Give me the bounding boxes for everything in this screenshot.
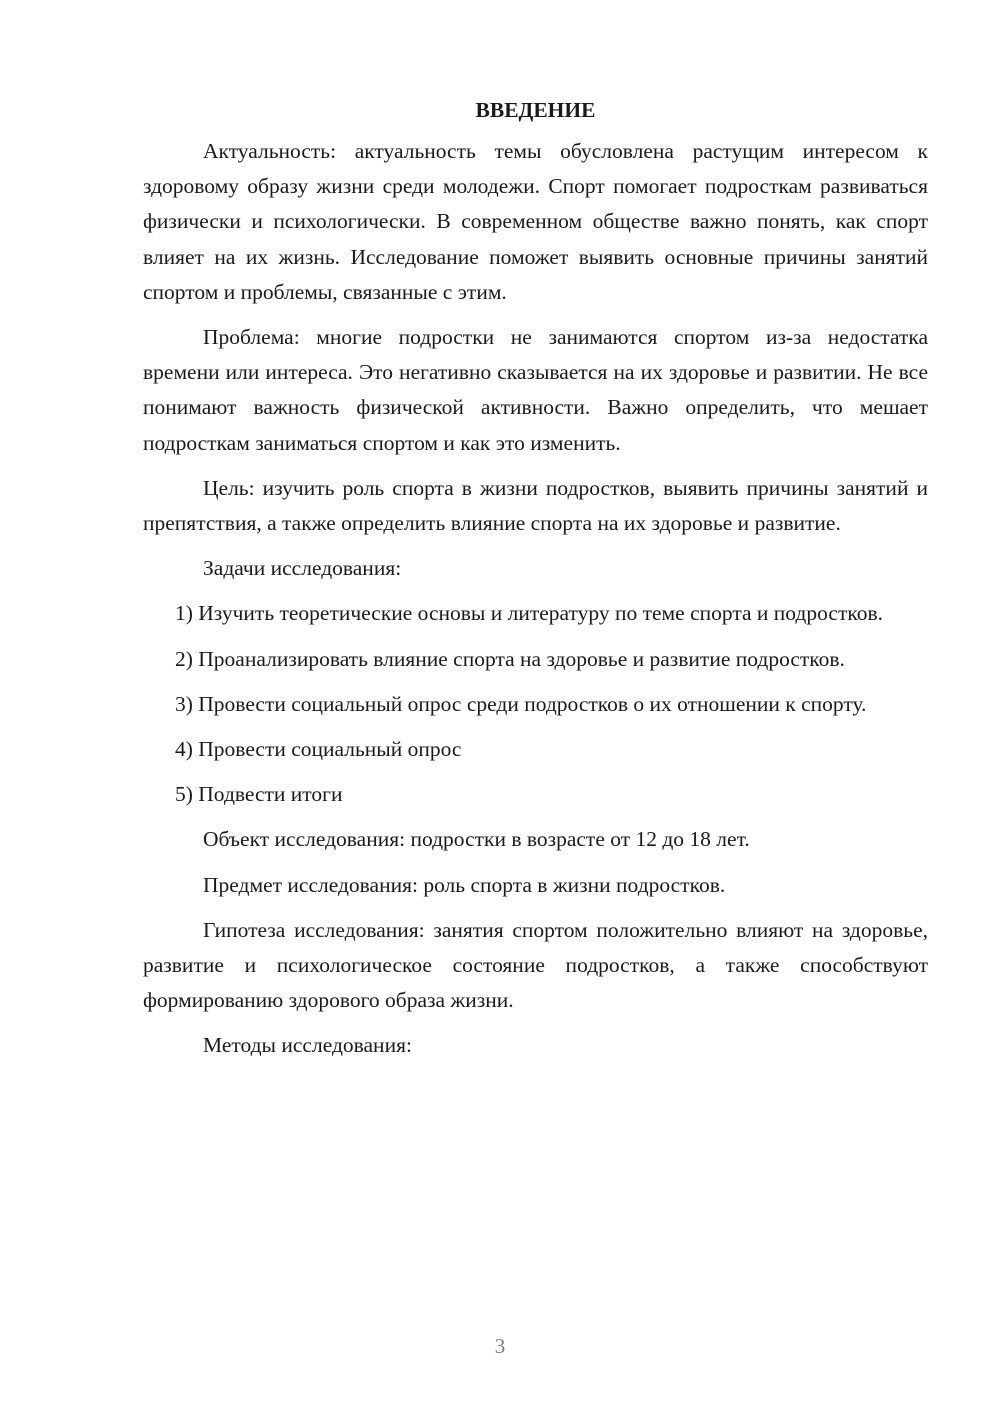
section-title: ВВЕДЕНИЕ [475, 98, 596, 122]
paragraph-problem: Проблема: многие подростки не занимаются спортом из-за недостатка времени или интереса. Это негативно сказывается на их здоровье и развитии. Не все понимают важность физической активности. Важно определить, что мешает подросткам заниматься спортом и как это изменить. [143, 325, 928, 455]
paragraph-relevance: Актуальность: актуальность темы обусловлена растущим интересом к здоровому образу жизни среди молодежи. Спорт помогает подросткам развиваться физически и психологически. В современном обществе важно понять, как спорт влияет на их жизнь. Исследование поможет выявить основные причины занятий спортом и проблемы, связанные с этим. [143, 139, 928, 304]
task-item-4: 4) Провести социальный опрос [175, 737, 462, 762]
task-item-2: 2) Проанализировать влияние спорта на здоровье и развитие подростков. [175, 646, 845, 671]
research-hypothesis: Гипотеза исследования: занятия спортом положительно влияют на здоровье, развитие и психологическое состояние подростков, а также способствуют формированию здорового образа жизни. [143, 917, 928, 1013]
task-item-3: 3) Провести социальный опрос среди подростков о их отношении к спорту. [175, 691, 867, 716]
paragraph-goal: Цель: изучить роль спорта в жизни подростков, выявить причины занятий и препятствия, а также определить влияние спорта на их здоровье и развитие. [143, 475, 928, 536]
methods-heading: Методы исследования: [203, 1033, 412, 1058]
page-number: 3 [494, 1334, 506, 1358]
research-object: Объект исследования: подростки в возрасте от 12 до 18 лет. [203, 827, 750, 852]
document-page [143, 92, 928, 1074]
research-subject: Предмет исследования: роль спорта в жизни подростков. [203, 872, 726, 897]
tasks-heading: Задачи исследования: [203, 556, 402, 581]
task-item-5: 5) Подвести итоги [175, 782, 343, 807]
task-item-1: 1) Изучить теоретические основы и литературу по теме спорта и подростков. [175, 601, 883, 626]
